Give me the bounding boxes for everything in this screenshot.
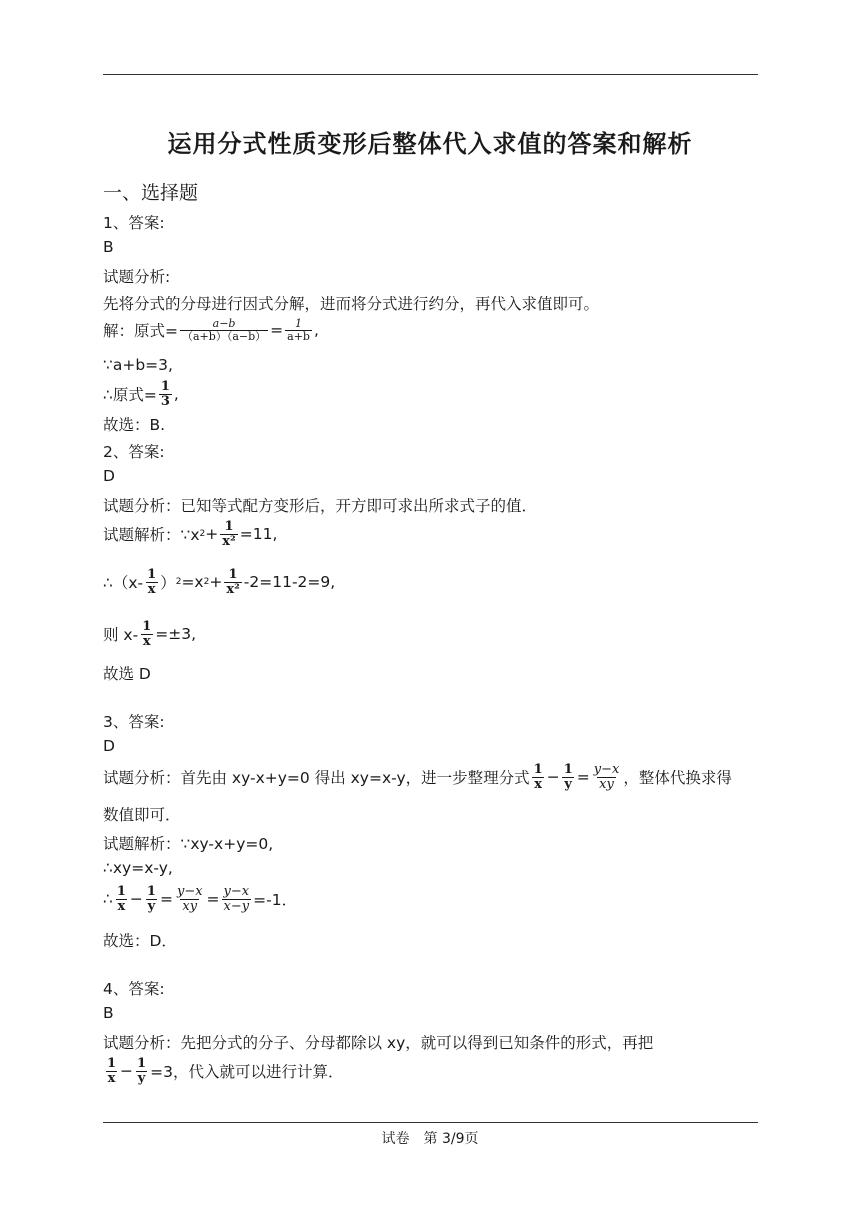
q2-step-3-suffix: =±3, bbox=[155, 625, 197, 644]
q2-step-2-prefix: ∴（x- bbox=[103, 574, 144, 593]
minus-sign: − bbox=[129, 890, 143, 909]
q2-fraction-3 bbox=[224, 568, 241, 596]
q1-solution-prefix: 解：原式= bbox=[103, 322, 178, 341]
q2-step-3-prefix: 则 x- bbox=[103, 626, 139, 645]
q1-fraction-1 bbox=[180, 318, 268, 342]
fraction-denominator: x bbox=[142, 633, 151, 649]
fraction-denominator: a+b bbox=[287, 329, 310, 343]
fraction-numerator: 1 bbox=[533, 762, 543, 777]
page-footer: 试卷 第 3/9页 bbox=[381, 1131, 479, 1147]
fraction-denominator: y bbox=[137, 1070, 146, 1086]
fraction-denominator: x bbox=[107, 1070, 116, 1086]
q2-step-1: 试题解析：∵x 2 + $\frac{1}{\text{x²}}$ =11, bbox=[103, 519, 278, 549]
q4-analysis-suffix: =3，代入就可以进行计算． bbox=[150, 1063, 344, 1082]
q4-label: 4、答案: bbox=[103, 980, 165, 998]
fraction-denominator: 3 bbox=[160, 393, 170, 409]
equals-sign: = bbox=[270, 321, 284, 340]
fraction-numerator: 1 bbox=[228, 567, 238, 582]
q2-fraction-4 bbox=[140, 620, 153, 648]
plus-sign: + bbox=[205, 525, 219, 544]
minus-sign: − bbox=[120, 1062, 134, 1081]
q3-step-fraction-4 bbox=[222, 885, 252, 913]
fraction-numerator: y−x bbox=[176, 884, 203, 899]
fraction-numerator: 1 bbox=[116, 884, 126, 899]
q2-choose: 故选 D bbox=[103, 665, 151, 683]
fraction-denominator: x−y bbox=[223, 898, 250, 914]
plus-sign: + bbox=[209, 573, 223, 592]
fraction-numerator: 1 bbox=[224, 519, 234, 534]
fraction-denominator: x² bbox=[222, 533, 236, 549]
fraction-denominator: x bbox=[147, 581, 156, 597]
fraction-denominator: y bbox=[564, 776, 572, 792]
fraction-denominator: x bbox=[117, 898, 126, 914]
q2-fraction-2 bbox=[145, 568, 158, 596]
q3-step-3 bbox=[103, 885, 297, 913]
q3-label: 3、答案: bbox=[103, 713, 165, 731]
fraction-numerator: 1 bbox=[107, 1056, 117, 1071]
q3-step-1: 试题解析：∵xy-x+y=0, bbox=[103, 835, 274, 853]
fraction-numerator: 1 bbox=[160, 379, 170, 394]
fraction-denominator: xy bbox=[599, 776, 614, 792]
q1-analysis-label: 试题分析: bbox=[103, 268, 171, 286]
q1-therefore-suffix: , bbox=[173, 385, 179, 404]
equals-sign: = bbox=[576, 768, 590, 787]
equals-sign: = bbox=[206, 890, 220, 909]
fraction-numerator: 1 bbox=[295, 317, 303, 330]
q1-solution bbox=[103, 318, 319, 342]
section-heading: 一、选择题 bbox=[103, 182, 199, 204]
q4-analysis-line-2 bbox=[103, 1057, 343, 1085]
footer-rule bbox=[103, 1122, 758, 1123]
q1-label: 1、答案: bbox=[103, 214, 165, 232]
q4-answer: B bbox=[103, 1004, 114, 1022]
q1-answer: B bbox=[103, 238, 114, 256]
q1-fraction-2 bbox=[285, 318, 312, 342]
q1-analysis: 先将分式的分母进行因式分解，进而将分式进行约分，再代入求值即可。 bbox=[103, 295, 600, 313]
q1-because: ∵a+b=3, bbox=[103, 356, 173, 374]
close-paren: ） bbox=[160, 574, 176, 593]
fraction-denominator: y bbox=[147, 898, 156, 914]
q2-answer: D bbox=[103, 467, 115, 485]
fraction-numerator: 1 bbox=[142, 619, 152, 634]
fraction-denominator: xy bbox=[182, 898, 198, 914]
q3-fraction-3 bbox=[592, 763, 622, 791]
fraction-numerator: 1 bbox=[147, 567, 157, 582]
equals-sign: = bbox=[159, 890, 173, 909]
q1-fraction-3 bbox=[159, 380, 172, 408]
q1-solution-suffix: , bbox=[313, 321, 319, 340]
fraction-numerator: a−b bbox=[212, 317, 236, 330]
fraction-numerator: 1 bbox=[137, 1056, 147, 1071]
q2-fraction-1 bbox=[220, 520, 237, 548]
q3-analysis-line-2: 数值即可． bbox=[103, 806, 181, 824]
fraction-numerator: y−x bbox=[223, 884, 250, 899]
fraction-denominator: x² bbox=[226, 581, 240, 597]
q3-analysis-suffix: ，整体代换求得 bbox=[623, 769, 732, 788]
q3-fraction-2 bbox=[562, 763, 575, 791]
fraction-numerator: 1 bbox=[146, 884, 156, 899]
fraction-numerator: y−x bbox=[593, 762, 620, 777]
q1-choose: 故选：B. bbox=[103, 416, 166, 434]
header-rule bbox=[103, 74, 758, 75]
q4-fraction-2 bbox=[135, 1057, 148, 1085]
q3-analysis bbox=[103, 763, 732, 791]
page-title: 运用分式性质变形后整体代入求值的答案和解析 bbox=[167, 130, 693, 158]
equals-x: =x bbox=[181, 573, 204, 592]
q3-step-2: ∴xy=x-y, bbox=[103, 859, 173, 877]
q2-analysis: 试题分析：已知等式配方变形后，开方即可求出所求式子的值． bbox=[103, 497, 538, 515]
q2-step-2-suffix: -2=11-2=9, bbox=[243, 573, 336, 592]
q2-step-2: ∴（x- $\frac{1}{x}$ ） 2 =x 2 + $\frac{1}{\text{x²}}$ -2=11-2=9, bbox=[103, 567, 336, 597]
q3-step-fraction-1 bbox=[115, 885, 128, 913]
q2-step-1-suffix: =11, bbox=[239, 525, 278, 544]
fraction-denominator: （a+b）（a−b） bbox=[182, 329, 267, 343]
q3-fraction-1 bbox=[532, 763, 545, 791]
q4-analysis: 试题分析：先把分式的分子、分母都除以 xy，就可以得到已知条件的形式，再把 bbox=[103, 1034, 654, 1052]
q3-step-3-suffix: =-1． bbox=[253, 891, 298, 910]
therefore-sign: ∴ bbox=[103, 890, 113, 909]
q2-step-1-prefix: 试题解析：∵x bbox=[103, 526, 200, 545]
fraction-numerator: 1 bbox=[563, 762, 573, 777]
q3-analysis-prefix: 试题分析：首先由 xy-x+y=0 得出 xy=x-y，进一步整理分式 bbox=[103, 769, 530, 788]
q2-label: 2、答案: bbox=[103, 443, 165, 461]
fraction-denominator: x bbox=[534, 776, 543, 792]
q3-choose: 故选：D． bbox=[103, 932, 177, 950]
q3-step-fraction-3 bbox=[175, 885, 205, 913]
q1-therefore-prefix: ∴原式= bbox=[103, 386, 157, 405]
q3-step-fraction-2 bbox=[145, 885, 158, 913]
q1-therefore bbox=[103, 380, 179, 408]
minus-sign: − bbox=[546, 768, 560, 787]
q2-step-3 bbox=[103, 620, 196, 648]
q3-answer: D bbox=[103, 737, 115, 755]
q4-fraction-1 bbox=[105, 1057, 118, 1085]
